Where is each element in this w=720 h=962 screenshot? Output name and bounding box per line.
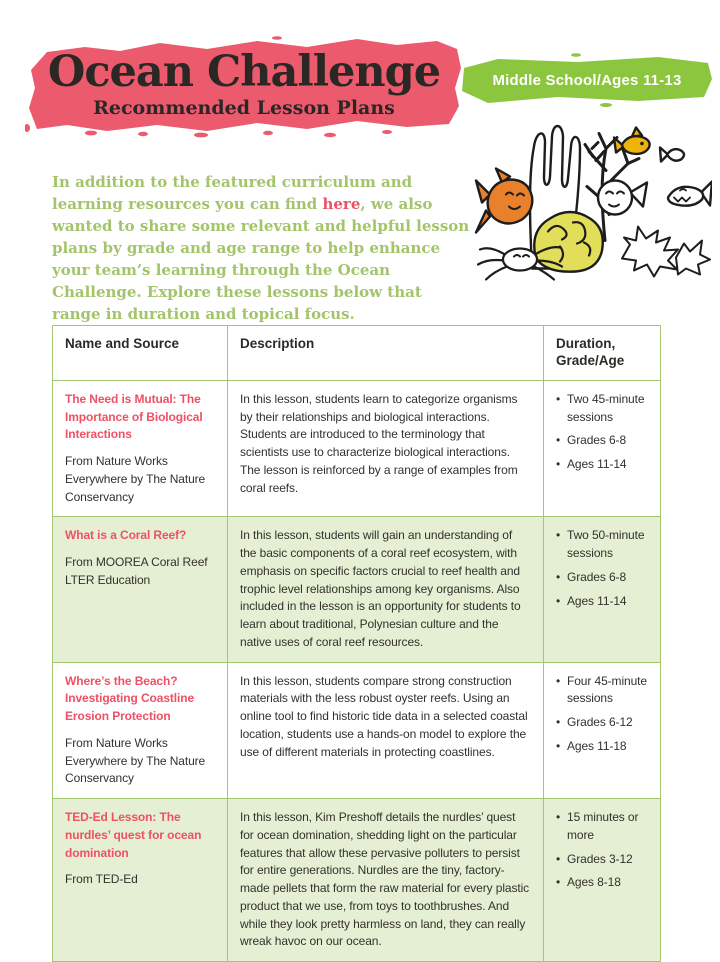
name-source-cell — [53, 662, 228, 799]
small-fish-icon — [660, 148, 684, 162]
duration-item: • Ages 8-18 — [556, 874, 648, 892]
audience-badge-label: Middle School/Ages 11-13 — [492, 71, 682, 89]
duration-item: • Ages 11-14 — [556, 456, 648, 474]
duration-item: • Grades 6-8 — [556, 569, 648, 587]
lesson-title-link[interactable]: TED-Ed Lesson: The nurdles’ quest for ocean domination — [65, 810, 202, 860]
duration-item: • Grades 6-12 — [556, 714, 648, 732]
table-header-row — [53, 326, 661, 381]
lesson-title-link[interactable]: What is a Coral Reef? — [65, 528, 187, 543]
duration-item: • Four 45-minute sessions — [556, 673, 648, 709]
duration-cell — [544, 799, 661, 962]
lesson-source: From Nature Works Everywhere by The Nature Conservancy — [65, 454, 206, 504]
col-header-name-source: Name and Source — [53, 326, 228, 381]
duration-list — [556, 809, 648, 892]
yellow-fish-icon — [614, 128, 650, 154]
duration-cell — [544, 517, 661, 662]
table-row — [53, 799, 661, 962]
col-header-duration: Duration, Grade/Age — [544, 326, 661, 381]
duration-item: • Grades 6-8 — [556, 432, 648, 450]
name-source-cell — [53, 380, 228, 517]
page-title: Ocean Challenge — [47, 47, 441, 97]
intro-text-pre: In addition to the featured curriculum and learning resources you can find — [52, 173, 413, 213]
duration-item: • Two 50-minute sessions — [556, 527, 648, 563]
shark-fish-icon — [668, 182, 712, 206]
lesson-source: From TED-Ed — [65, 872, 138, 887]
duration-item: • Ages 11-14 — [556, 593, 648, 611]
duration-list — [556, 527, 648, 610]
round-fish-icon — [598, 181, 647, 215]
name-source-cell — [53, 517, 228, 662]
seaweed-icon — [622, 227, 710, 277]
table-row — [53, 380, 661, 517]
coral-reef-illustration — [472, 116, 712, 296]
duration-cell — [544, 380, 661, 517]
lesson-title-link[interactable]: Where’s the Beach? Investigating Coastline Erosion Protection — [65, 673, 195, 723]
lesson-title-link[interactable]: The Need is Mutual: The Importance of Biological Interactions — [65, 391, 203, 442]
duration-item: • Ages 11-18 — [556, 738, 648, 756]
duration-cell — [544, 662, 661, 799]
col-header-description: Description — [228, 326, 544, 381]
brain-coral-icon — [534, 212, 603, 272]
name-source-cell — [53, 799, 228, 962]
duration-item: • 15 minutes or more — [556, 809, 648, 845]
lesson-plans-table — [52, 325, 661, 962]
intro-paragraph — [52, 171, 472, 325]
description-cell: In this lesson, students compare strong construction materials with the less robust oyster reefs. Using an online tool to find historic tide data in a selected coastal location, students use a hands-on model to explore the use of different materials in protecting coastlines. — [228, 662, 544, 799]
table-row — [53, 517, 661, 662]
description-cell: In this lesson, students learn to categorize organisms by their relationships and biological interactions. Students are introduced to the terminology that scientists use to characterize biological interactions. The lesson is reinforced by a range of examples from coral reefs. — [228, 380, 544, 517]
audience-badge — [456, 52, 718, 108]
duration-item: • Grades 3-12 — [556, 851, 648, 869]
description-cell: In this lesson, students will gain an understanding of the basic components of a coral reef ecosystem, with emphasis on specific factors crucial to reef health and trophic level relationships among key organisms. Also included in the lesson is an opportunity for students to learn about traditional, Polynesian culture and the native uses of coral reef resources. — [228, 517, 544, 662]
table-row — [53, 662, 661, 799]
here-link[interactable]: here — [322, 195, 361, 213]
orange-fish-icon — [476, 169, 532, 233]
page-subtitle: Recommended Lesson Plans — [93, 97, 395, 120]
header-banner — [25, 36, 463, 138]
description-cell: In this lesson, Kim Preshoff details the nurdles’ quest for ocean domination, shedding light on the particular features that allow these pervasive polluters to persist for entire generations. Nurdles are the tiny, factory-made pellets that form the raw material for every plastic product that we use, from toys to toothbrushes. And while they look pretty harmless on land, they can really wreak havoc on our ocean. — [228, 799, 544, 962]
lesson-source: From Nature Works Everywhere by The Nature Conservancy — [65, 735, 206, 786]
duration-item: • Two 45-minute sessions — [556, 391, 648, 427]
duration-list — [556, 391, 648, 474]
lesson-source: From MOOREA Coral Reef LTER Education — [65, 555, 208, 587]
duration-list — [556, 673, 648, 756]
intro-text-post: , we also wanted to share some relevant and helpful lesson plans by grade and age range to help enhance your team’s learning through the Ocean Challenge. Explore these lessons below that range in duration and topical focus. — [52, 195, 470, 323]
